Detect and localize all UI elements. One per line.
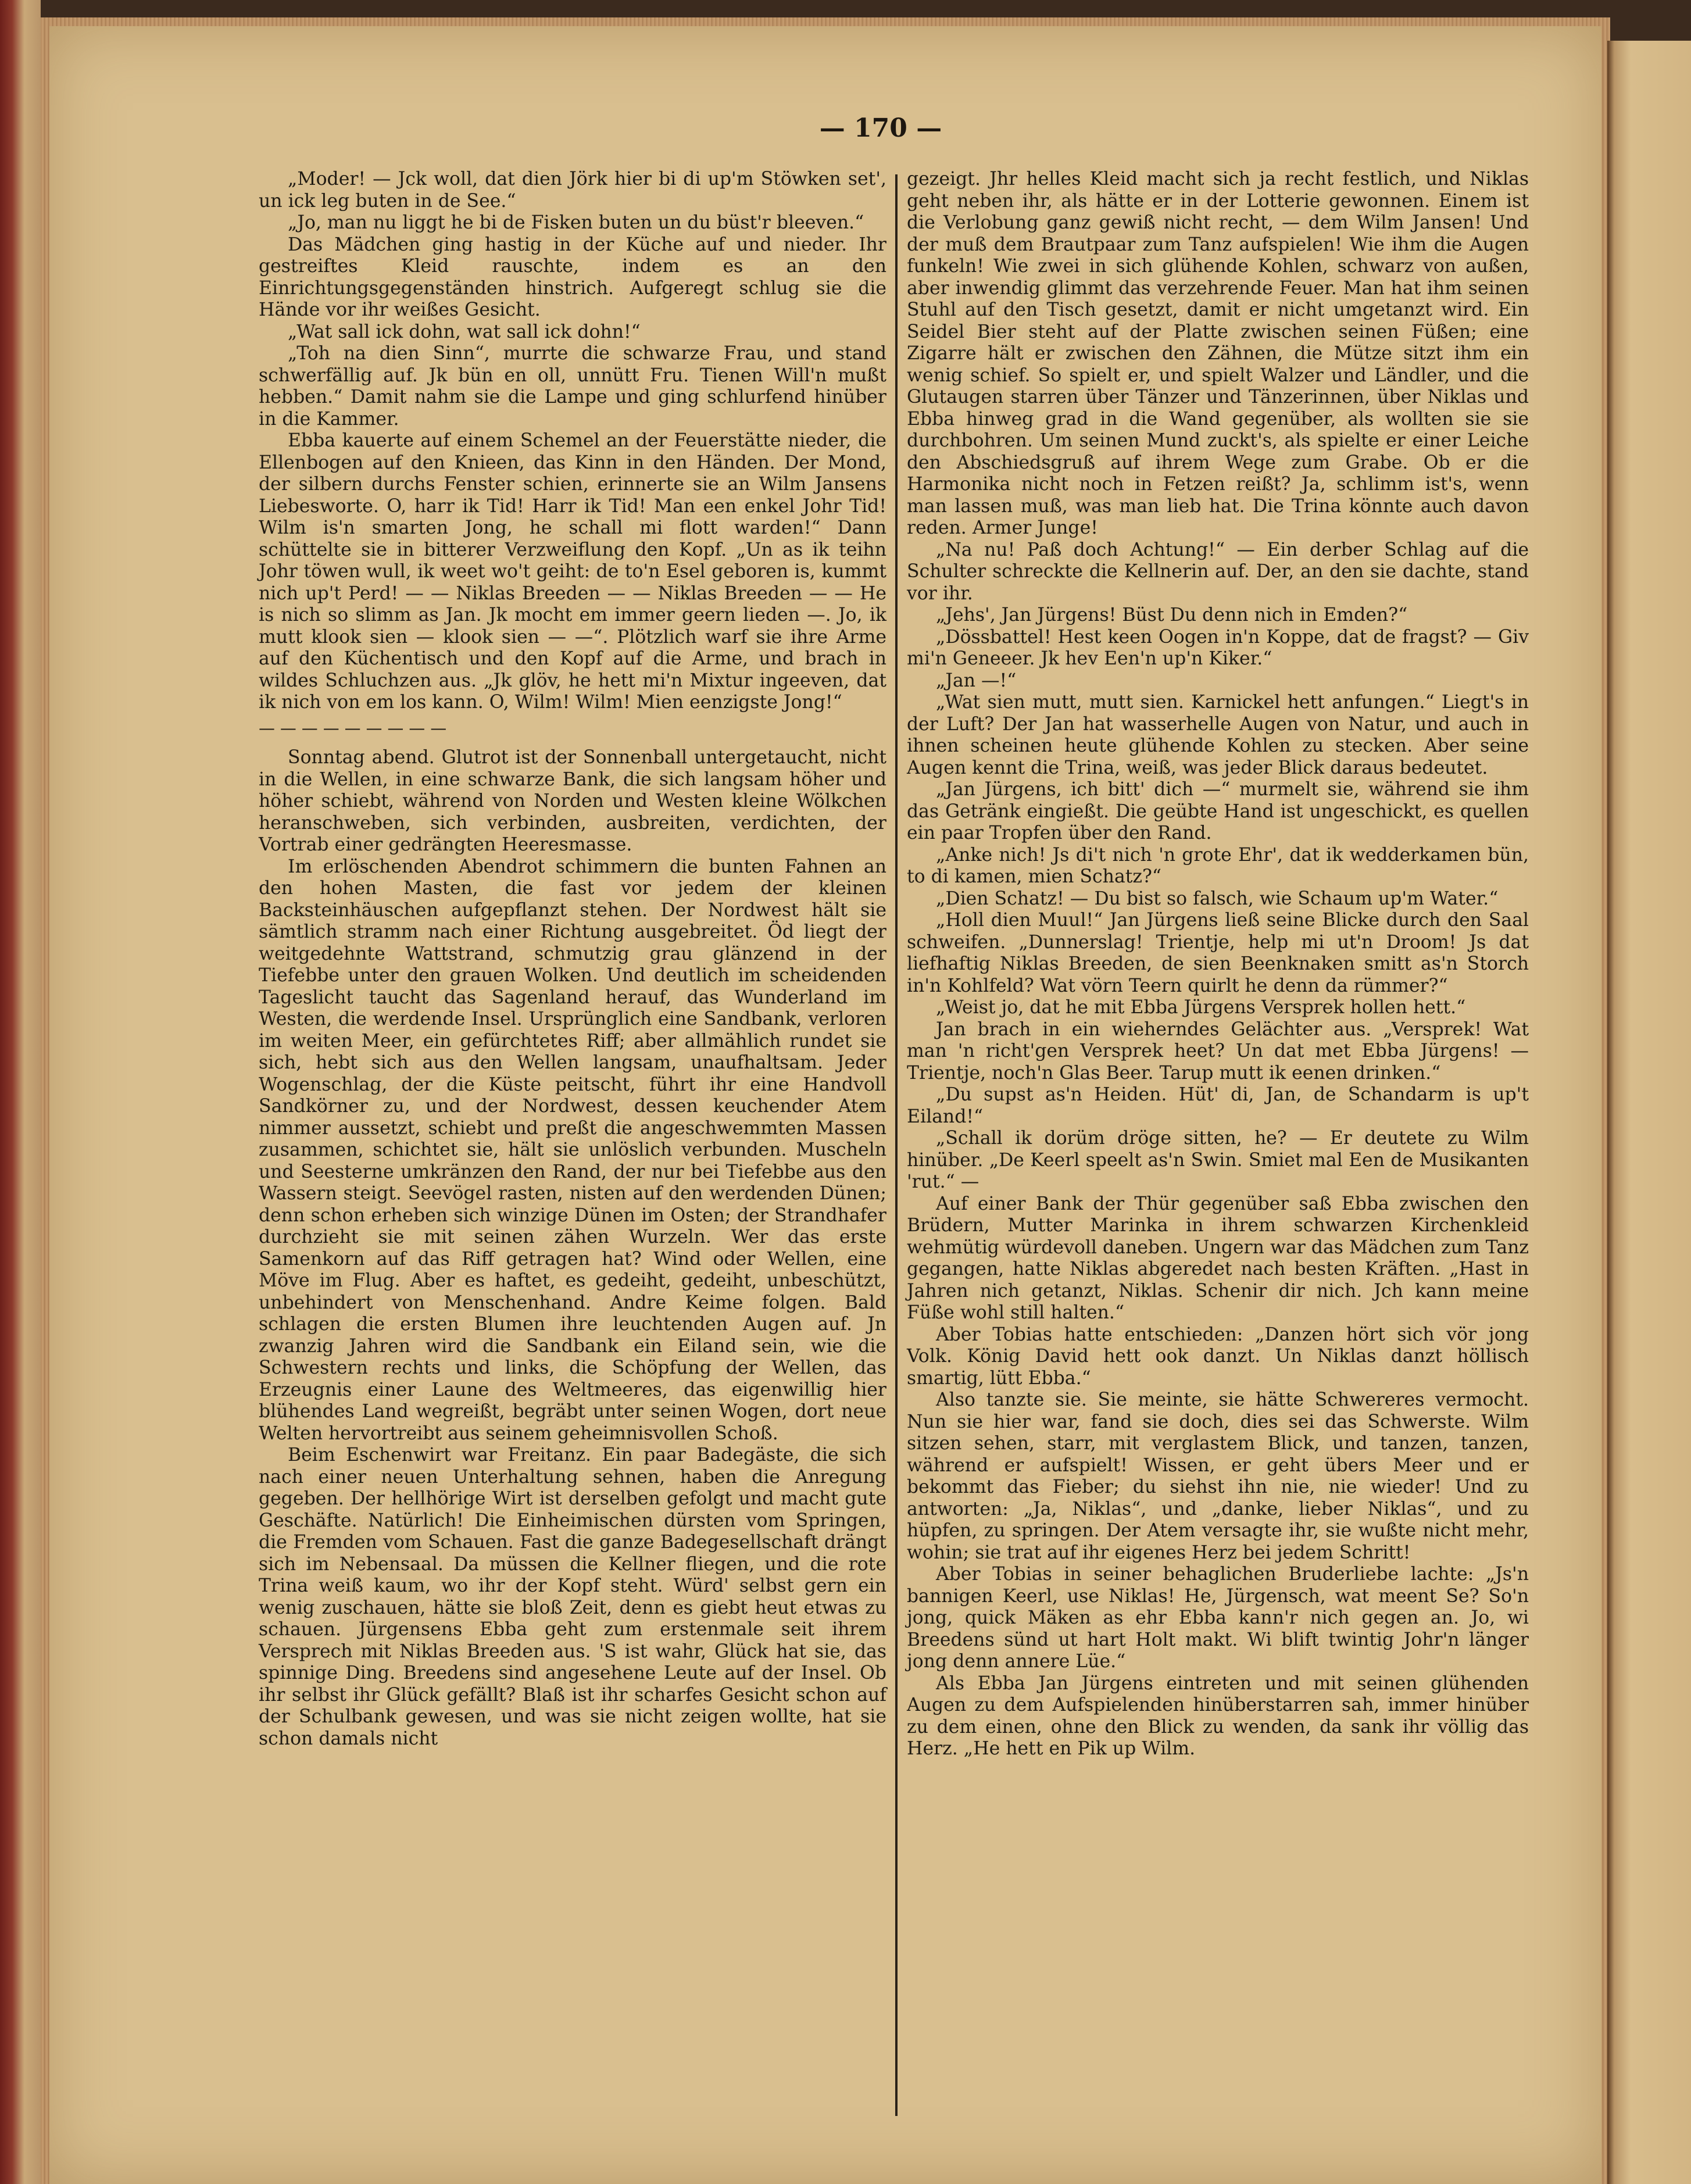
paragraph: Ebba kauerte auf einem Schemel an der Feuerstätte nieder, die Ellenbogen auf den Knieen, das Kinn in den Händen. Der Mond, der silbern durchs Fenster schien, erinnerte sie an Wilm Jansens Liebesworte. O, harr ik Tid! Harr ik Tid! Man een enkel Johr Tid! Wilm is'n smarten Jong, he schall mi flott warden!“ Dann schüttelte sie in bitterer Verzweiflung den Kopf. „Un as ik teihn Johr töwen wull, ik weet wo't geiht: de to'n Esel geboren is, kummt nich up't Perd! — — Niklas Breeden — — Niklas Breeden — — He is nich so slimm as Jan. Jk mocht em immer geern lieden —. Jo, ik mutt klook sien — klook sien — —“. Plötzlich warf sie ihre Arme auf den Küchentisch und den Kopf auf die Arme, und brach in wildes Schluchzen aus. „Jk glöv, he hett mi'n Mixtur ingeeven, dat ik nich von em los kann. O, Wilm! Wilm! Mien eenzigste Jong!“ <box>259 430 886 713</box>
book-spine-edge <box>0 0 41 2184</box>
paragraph: Im erlöschenden Abendrot schimmern die bunten Fahnen an den hohen Masten, die fast vor jedem der kleinen Backsteinhäuschen aufgepflanzt stehen. Der Nordwest hält sie sämtlich stramm nach einer Richtung ausgebreitet. Öd liegt der weitgedehnte Wattstrand, schmutzig grau glänzend in der Tiefebbe unter den grauen Wolken. Und deutlich im scheidenden Tageslicht taucht das Sagenland herauf, das Wunderland im Westen, die werdende Insel. Ursprünglich eine Sandbank, verloren im weiten Meer, ein gefürchtetes Riff; aber allmählich rundet sie sich, hebt sich aus den Wellen langsam, unaufhaltsam. Jeder Wogenschlag, der die Küste peitscht, führt ihr eine Handvoll Sandkörner zu, und der Nordwest, dessen keuchender Atem nimmer aussetzt, schiebt und preßt die angeschwemmten Massen zusammen, schichtet sie, hält sie unlöslich verbunden. Muscheln und Seesterne umkränzen den Rand, der nur bei Tiefebbe aus den Wassern steigt. Seevögel rasten, nisten auf den werdenden Dünen; denn schon erheben sich winzige Dünen im Osten; der Strandhafer durchzieht sie mit seinen zähen Wurzeln. Wer das erste Samenkorn auf das Riff getragen hat? Wind oder Wellen, eine Möve im Flug. Aber es haftet, es gedeiht, gedeiht, unbeschützt, unbehindert von Menschenhand. Andre Keime folgen. Bald schlagen die ersten Blumen ihre leuchtenden Augen auf. Jn zwanzig Jahren wird die Sandbank ein Eiland sein, wie die Schwestern rechts und links, die Schöpfung der Wellen, das Erzeugnis einer Laune des Weltmeeres, das eigenwillig hier blühendes Land wegreißt, begräbt unter seinen Wogen, dort neue Welten hervortreibt aus seinem geheimnisvollen Schoß. <box>259 856 886 1444</box>
paragraph: „Dien Schatz! — Du bist so falsch, wie Schaum up'm Water.“ <box>936 888 1499 909</box>
paragraph: „Wat sall ick dohn, wat sall ick dohn!“ <box>288 321 641 342</box>
next-page-edge <box>1607 41 1691 2184</box>
paragraph: Aber Tobias in seiner behaglichen Bruderliebe lachte: „Js'n bannigen Keerl, use Niklas! He, Jürgensch, wat meent Se? So'n jong, quick Mäken as ehr Ebba kann'r nich gegen an. Jo, wi Breedens sünd ut hart Holt makt. Wi blift twintig Johr'n länger jong denn annere Lüe.“ <box>907 1564 1529 1672</box>
paragraph: „Jan —!“ <box>936 670 1017 691</box>
paragraph: „Moder! — Jck woll, dat dien Jörk hier bi di up'm Stöwken set', un ick leg buten in de See.“ <box>259 169 886 212</box>
paragraph: „Weist jo, dat he mit Ebba Jürgens Versprek hollen hett.“ <box>936 997 1466 1018</box>
paragraph: Sonntag abend. Glutrot ist der Sonnenball untergetaucht, nicht in die Wellen, in eine schwarze Bank, die sich langsam höher und höher schiebt, während von Norden und Westen kleine Wölkchen heranschweben, sich verbinden, ausbreiten, verdichten, der Vortrab einer gedrängten Heeresmasse. <box>259 747 886 855</box>
paragraph: Also tanzte sie. Sie meinte, sie hätte Schwereres vermocht. Nun sie hier war, fand sie doch, dies sei das Schwerste. Wilm sitzen sehen, starr, mit verglastem Blick, und tanzen, tanzen, während er aufspielt! Wissen, er geht übers Meer und er bekommt das Fieber; du siehst ihn nie, nie wieder! Und zu antworten: „Ja, Niklas“, und „danke, lieber Niklas“, und zu hüpfen, zu springen. Der Atem versagte ihr, sie wußte nicht mehr, wohin; sie trat auf ihr eigenes Herz bei jedem Schritt! <box>907 1389 1529 1563</box>
paragraph: gezeigt. Jhr helles Kleid macht sich ja recht festlich, und Niklas geht neben ihr, als hätte er in der Lotterie gewonnen. Einem ist die Verlobung ganz gewiß nicht recht, — dem Wilm Jansen! Und der muß dem Brautpaar zum Tanz aufspielen! Wie ihm die Augen funkeln! Wie zwei in sich glühende Kohlen, schwarz von außen, aber inwendig glimmt das verzehrende Feuer. Man hat ihm seinen Stuhl auf den Tisch gesetzt, damit er nicht umgetanzt wird. Ein Seidel Bier steht auf der Platte zwischen seinen Füßen; eine Zigarre hält er zwischen den Zähnen, die Mütze sitzt ihm ein wenig schief. So spielt er, und spielt Walzer und Ländler, und die Glutaugen starren über Tänzer und Tänzerinnen, über Niklas und Ebba hinweg grad in die Wand gegenüber, als wollten sie sie durchbohren. Um seinen Mund zuckt's, als spielte er einer Leiche den Abschiedsgruß auf ihrem Wege zum Grabe. Ob er die Harmonika nicht noch in Fetzen reißt? Ja, schlimm ist's, wenn man lassen muß, was man lieb hat. Die Trina könnte auch davon reden. Armer Junge! <box>907 169 1529 538</box>
paragraph: Aber Tobias hatte entschieden: „Danzen hört sich vör jong Volk. König David hett ook danzt. Un Niklas danzt höllisch smartig, lütt Ebba.“ <box>907 1324 1529 1389</box>
paragraph: „Jan Jürgens, ich bitt' dich —“ murmelt sie, während sie ihm das Getränk eingießt. Die geübte Hand ist ungeschickt, es quellen ein paar Tropfen über den Rand. <box>907 779 1529 843</box>
paragraph: „Na nu! Paß doch Achtung!“ — Ein derber Schlag auf die Schulter schreckte die Kellnerin auf. Der, an den sie dachte, stand vor ihr. <box>907 539 1529 604</box>
paragraph: Als Ebba Jan Jürgens eintreten und mit seinen glühenden Augen zu dem Aufspielenden hinüberstarren sah, immer hinüber zu dem einen, ohne den Blick zu wenden, da sank ihr völlig das Herz. „He hett en Pik up Wilm. <box>907 1672 1529 1759</box>
paragraph: „Du supst as'n Heiden. Hüt' di, Jan, de Schandarm is up't Eiland!“ <box>907 1084 1529 1127</box>
page-number: — 170 — <box>819 113 942 143</box>
paragraph: Jan brach in ein wieherndes Gelächter aus. „Versprek! Wat man 'n richt'gen Versprek heet? Un dat met Ebba Jürgens! — Trientje, noch'n Glas Beer. Tarup mutt ik eenen drinken.“ <box>907 1018 1529 1084</box>
section-separator: — — — — — — — — — <box>259 718 447 738</box>
paragraph: „Anke nich! Js di't nich 'n grote Ehr', dat ik wedderkamen bün, to di kamen, mien Schatz?“ <box>907 844 1529 887</box>
paragraph: Das Mädchen ging hastig in der Küche auf und nieder. Ihr gestreiftes Kleid rauschte, indem es an den Einrichtungsgegenständen hinstrich. Aufgeregt schlug sie die Hände vor ihr weißes Gesicht. <box>259 234 886 320</box>
paragraph: „Jo, man nu liggt he bi de Fisken buten un du büst'r bleeven.“ <box>288 212 864 233</box>
paragraph: „Dössbattel! Hest keen Oogen in'n Koppe, dat de fragst? — Giv mi'n Geneeer. Jk hev Een'n up'n Kiker.“ <box>907 626 1529 669</box>
paragraph: „Toh na dien Sinn“, murrte die schwarze Frau, und stand schwerfällig auf. Jk bün en oll, unnütt Fru. Tienen Will'n mußt hebben.“ Damit nahm sie die Lampe und ging schlurfend hinüber in die Kammer. <box>259 343 886 430</box>
paragraph: Beim Eschenwirt war Freitanz. Ein paar Badegäste, die sich nach einer neuen Unterhaltung sehnen, haben die Anregung gegeben. Der hellhörige Wirt ist derselben gefolgt und macht gute Geschäfte. Natürlich! Die Einheimischen dürsten vom Springen, die Fremden vom Schauen. Fast die ganze Badegesellschaft drängt sich im Nebensaal. Da müssen die Kellner fliegen, und die rote Trina weiß kaum, wo ihr der Kopf steht. Würd' selbst gern ein wenig zuschauen, hätte sie bloß Zeit, denn es giebt heut etwas zu schauen. Jürgensens Ebba geht zum erstenmale seit ihrem Versprech mit Niklas Breeden aus. 'S ist wahr, Glück hat sie, das spinnige Ding. Breedens sind angesehene Leute auf der Insel. Ob ihr selbst ihr Glück gefällt? Blaß ist ihr scharfes Gesicht schon auf der Schulbank gewesen, und was sie nicht zeigen wollte, hat sie schon damals nicht <box>259 1445 886 1749</box>
right-text-column <box>907 169 1529 1760</box>
paragraph: „Wat sien mutt, mutt sien. Karnickel hett anfungen.“ Liegt's in der Luft? Der Jan hat wasserhelle Augen von Natur, und auch in ihnen scheinen heute glühende Kohlen zu stecken. Aber seine Augen kennt die Trina, weiß, was jeder Blick daraus bedeutet. <box>907 692 1529 778</box>
paragraph: „Holl dien Muul!“ Jan Jürgens ließ seine Blicke durch den Saal schweifen. „Dunnerslag! Trientje, help mi ut'n Droom! Js dat liefhaftig Niklas Breeden, de sien Beenknaken smitt as'n Storch in'n Kohlfeld? Wat vörn Teern quirlt he denn da rümmer?“ <box>907 910 1529 996</box>
paragraph: „Jehs', Jan Jürgens! Büst Du denn nich in Emden?“ <box>936 605 1408 625</box>
column-divider <box>895 174 898 2116</box>
left-text-column <box>259 169 886 1750</box>
paragraph: Auf einer Bank der Thür gegenüber saß Ebba zwischen den Brüdern, Mutter Marinka in ihrem schwarzen Kirchenkleid wehmütig würdevoll daneben. Ungern war das Mädchen zum Tanz gegangen, hatte Niklas abgeredet nach besten Kräften. „Hast in Jahren nich getanzt, Niklas. Schenir dir nich. Jch kann meine Füße wohl still halten.“ <box>907 1193 1529 1323</box>
paragraph: „Schall ik dorüm dröge sitten, he? — Er deutete zu Wilm hinüber. „De Keerl speelt as'n Swin. Smiet mal Een de Musikanten 'rut.“ — <box>907 1128 1529 1192</box>
